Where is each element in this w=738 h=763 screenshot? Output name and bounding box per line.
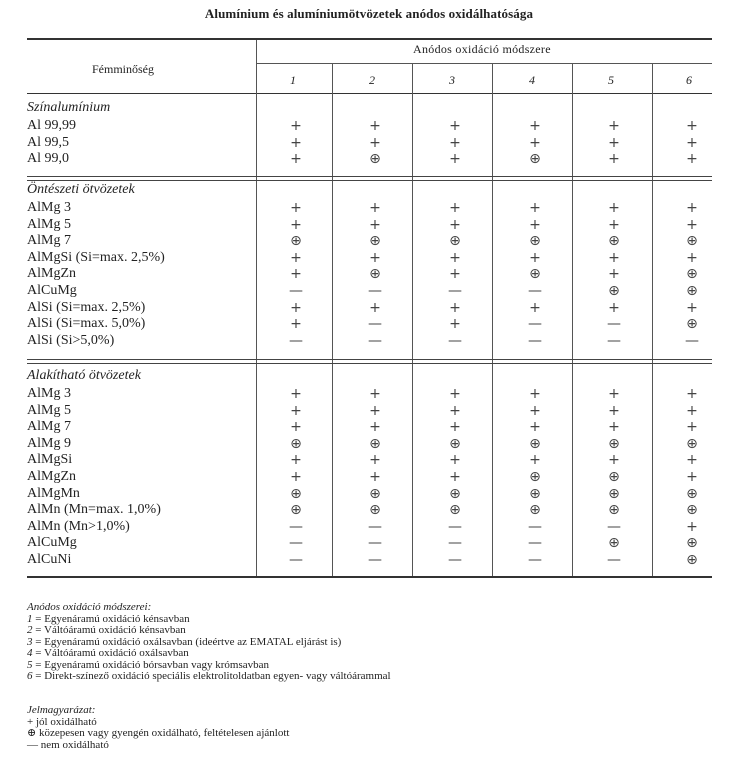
oxidation-symbol: ⊕ bbox=[369, 502, 381, 519]
legend-num: 1 bbox=[27, 612, 33, 625]
oxidation-symbol: + bbox=[529, 249, 541, 266]
oxidation-symbol: + bbox=[608, 419, 620, 436]
oxidation-symbol: — bbox=[685, 332, 699, 349]
oxidation-symbol: + bbox=[290, 118, 302, 134]
oxidation-symbol: + bbox=[369, 200, 381, 216]
oxidation-symbol: + bbox=[686, 419, 698, 436]
oxidation-symbol: + bbox=[369, 419, 381, 436]
oxidation-symbol: — bbox=[528, 316, 542, 333]
legend-num: 2 bbox=[27, 624, 33, 636]
oxidation-symbol: + bbox=[686, 118, 698, 134]
alloy-name: AlMg 9 bbox=[27, 435, 71, 451]
oxidation-symbol: — bbox=[368, 283, 382, 299]
table-row bbox=[0, 519, 738, 536]
oxidation-symbol: + bbox=[686, 402, 698, 419]
oxidation-symbol: ⊕ bbox=[369, 485, 381, 502]
legend-text: = Egyenáramú oxidáció bórsavban vagy krómsavban bbox=[35, 658, 270, 671]
oxidation-symbol: ⊕ bbox=[686, 485, 698, 502]
table-row bbox=[0, 535, 738, 552]
oxidation-symbol: + bbox=[449, 386, 461, 402]
alloy-name: AlCuMg bbox=[27, 535, 77, 551]
table-row bbox=[0, 283, 738, 300]
oxidation-symbol: + bbox=[290, 216, 302, 233]
oxidation-symbol: + bbox=[529, 200, 541, 216]
section-divider bbox=[27, 359, 712, 364]
symbol-legend-item: — nem oxidálható bbox=[27, 738, 109, 751]
oxidation-symbol: ⊕ bbox=[686, 535, 698, 552]
oxidation-symbol: — bbox=[448, 518, 462, 535]
oxidation-symbol: + bbox=[369, 469, 381, 485]
oxidation-symbol: + bbox=[608, 200, 620, 216]
table-row bbox=[0, 118, 738, 135]
table-row bbox=[0, 200, 738, 217]
symbol-legend-item: + jól oxidálható bbox=[27, 715, 97, 728]
oxidation-symbol: ⊕ bbox=[529, 435, 541, 452]
oxidation-symbol: ⊕ bbox=[290, 485, 302, 502]
alloy-name: AlSi (Si>5,0%) bbox=[27, 332, 115, 348]
oxidation-symbol: + bbox=[529, 134, 541, 151]
oxidation-symbol: — bbox=[448, 535, 462, 552]
table-row bbox=[0, 486, 738, 503]
oxidation-symbol: + bbox=[449, 402, 461, 419]
methods-legend bbox=[27, 602, 391, 683]
oxidation-symbol: + bbox=[449, 134, 461, 151]
oxidation-symbol: — bbox=[528, 283, 542, 299]
alloy-name: AlMgZn bbox=[27, 469, 76, 484]
oxidation-symbol: + bbox=[529, 118, 541, 134]
oxidation-symbol: + bbox=[449, 151, 461, 168]
oxidation-symbol: — bbox=[448, 283, 462, 299]
oxidation-symbol: — bbox=[448, 552, 462, 568]
legend-num: 5 bbox=[27, 658, 33, 671]
oxidation-symbol: ⊕ bbox=[369, 151, 381, 168]
oxidation-symbol: ⊕ bbox=[608, 469, 620, 485]
oxidation-symbol: + bbox=[686, 386, 698, 402]
table-row bbox=[0, 316, 738, 333]
oxidation-symbol: + bbox=[608, 386, 620, 402]
oxidation-symbol: ⊕ bbox=[608, 435, 620, 452]
oxidation-symbol: ⊕ bbox=[608, 502, 620, 519]
page-title: Alumínium és alumíniumötvözetek anódos oxidálhatósága bbox=[204, 6, 534, 21]
oxidation-symbol: — bbox=[289, 283, 303, 299]
oxidation-symbol: — bbox=[528, 552, 542, 568]
oxidation-symbol: + bbox=[369, 452, 381, 469]
oxidation-symbol: ⊕ bbox=[686, 266, 698, 283]
table-bottom-rule bbox=[27, 576, 712, 578]
oxidation-symbol: ⊕ bbox=[686, 283, 698, 299]
oxidation-symbol: — bbox=[607, 332, 621, 349]
oxidation-symbol: ⊕ bbox=[608, 485, 620, 502]
oxidation-symbol: + bbox=[369, 299, 381, 316]
oxidation-symbol: + bbox=[449, 419, 461, 436]
oxidation-symbol: + bbox=[449, 299, 461, 316]
section-title: Öntészeti ötvözetek bbox=[27, 182, 135, 197]
oxidation-symbol: ⊕ bbox=[686, 552, 698, 568]
table-row bbox=[0, 419, 738, 436]
oxidation-symbol: + bbox=[290, 151, 302, 168]
metal-quality-header: Fémminőség bbox=[92, 62, 154, 76]
oxidation-symbol: ⊕ bbox=[686, 435, 698, 452]
section-title: Színalumínium bbox=[27, 100, 111, 115]
oxidation-symbol: + bbox=[529, 216, 541, 233]
oxidation-symbol: + bbox=[290, 316, 302, 333]
alloy-name: AlMgZn bbox=[27, 266, 76, 282]
table-top-rule bbox=[27, 38, 712, 40]
oxidation-symbol: ⊕ bbox=[529, 469, 541, 485]
oxidation-symbol: — bbox=[528, 535, 542, 552]
oxidation-symbol: + bbox=[369, 134, 381, 151]
oxidation-symbol: ⊕ bbox=[449, 502, 461, 519]
alloy-name: AlMn (Mn=max. 1,0%) bbox=[27, 502, 161, 518]
oxidation-symbol: + bbox=[608, 299, 620, 316]
oxidation-symbol: + bbox=[608, 118, 620, 134]
oxidation-symbol: — bbox=[289, 535, 303, 552]
oxidation-symbol: ⊕ bbox=[686, 502, 698, 519]
legend-text: = Váltóáramú oxidáció kénsavban bbox=[35, 624, 186, 636]
oxidation-symbol: + bbox=[608, 402, 620, 419]
oxidation-symbol: + bbox=[686, 299, 698, 316]
oxidation-symbol: ⊕ bbox=[608, 283, 620, 299]
oxidation-symbol: + bbox=[290, 386, 302, 402]
oxidation-symbol: — bbox=[289, 552, 303, 568]
methods-legend-title: Anódos oxidáció módszerei: bbox=[27, 601, 152, 613]
alloy-name: Al 99,99 bbox=[27, 118, 76, 133]
legend-item bbox=[27, 671, 391, 683]
table-row bbox=[0, 300, 738, 317]
alloy-name: AlMgMn bbox=[27, 485, 80, 501]
alloy-name: AlCuNi bbox=[27, 552, 72, 567]
oxidation-symbol: ⊕ bbox=[290, 502, 302, 519]
oxidation-symbol: ⊕ bbox=[686, 316, 698, 333]
table-row bbox=[0, 452, 738, 469]
table-row bbox=[0, 469, 738, 486]
oxidation-symbol: + bbox=[369, 118, 381, 134]
oxidation-symbol: + bbox=[529, 386, 541, 402]
oxidation-symbol: + bbox=[686, 134, 698, 151]
header-mid-rule bbox=[256, 63, 712, 64]
legend-text: = Egyenáramú oxidáció kénsavban bbox=[35, 612, 190, 625]
oxidation-symbol: + bbox=[290, 266, 302, 283]
oxidation-symbol: — bbox=[448, 332, 462, 349]
oxidation-symbol: + bbox=[369, 402, 381, 419]
oxidation-symbol: ⊕ bbox=[608, 535, 620, 552]
oxidation-symbol: + bbox=[686, 151, 698, 168]
alloy-name: AlMg 7 bbox=[27, 419, 71, 435]
oxidation-symbol: + bbox=[449, 316, 461, 333]
oxidation-symbol: + bbox=[290, 419, 302, 436]
table-row bbox=[0, 502, 738, 519]
oxidation-symbol: — bbox=[289, 518, 303, 535]
oxidation-symbol: + bbox=[290, 469, 302, 485]
column-number: 3 bbox=[449, 73, 455, 87]
oxidation-symbol: — bbox=[289, 332, 303, 349]
column-number: 5 bbox=[608, 73, 614, 87]
symbols-legend bbox=[27, 705, 289, 751]
oxidation-symbol: ⊕ bbox=[529, 266, 541, 283]
column-number: 4 bbox=[529, 73, 535, 87]
alloy-name: AlMg 5 bbox=[27, 216, 71, 232]
oxidation-symbol: + bbox=[608, 452, 620, 469]
oxidation-symbol: + bbox=[686, 452, 698, 469]
oxidation-symbol: ⊕ bbox=[449, 435, 461, 452]
alloy-name: AlMgSi (Si=max. 2,5%) bbox=[27, 249, 165, 265]
oxidation-symbol: + bbox=[529, 299, 541, 316]
legend-num: 3 bbox=[27, 635, 33, 648]
oxidation-symbol: — bbox=[607, 518, 621, 535]
alloy-name: AlMg 3 bbox=[27, 200, 71, 215]
oxidation-symbol: + bbox=[608, 216, 620, 233]
oxidation-symbol: + bbox=[686, 200, 698, 216]
oxidation-symbol: — bbox=[368, 332, 382, 349]
oxidation-symbol: — bbox=[368, 535, 382, 552]
oxidation-symbol: + bbox=[369, 216, 381, 233]
oxidation-symbol: + bbox=[290, 299, 302, 316]
oxidation-symbol: ⊕ bbox=[449, 485, 461, 502]
alloy-name: AlMn (Mn>1,0%) bbox=[27, 518, 130, 534]
oxidation-symbol: + bbox=[686, 216, 698, 233]
oxidation-symbol: + bbox=[449, 452, 461, 469]
alloy-name: AlMg 5 bbox=[27, 402, 71, 418]
oxidation-symbol: ⊕ bbox=[529, 151, 541, 168]
oxidation-symbol: ⊕ bbox=[449, 233, 461, 250]
alloy-name: Al 99,5 bbox=[27, 134, 69, 150]
alloy-name: AlSi (Si=max. 2,5%) bbox=[27, 299, 146, 315]
legend-num: 4 bbox=[27, 647, 33, 659]
oxidation-symbol: + bbox=[369, 249, 381, 266]
table-row bbox=[0, 135, 738, 152]
alloy-name: Al 99,0 bbox=[27, 151, 69, 167]
alloy-name: AlMg 7 bbox=[27, 233, 71, 249]
oxidation-symbol: + bbox=[529, 419, 541, 436]
column-number: 1 bbox=[290, 73, 296, 87]
table-row bbox=[0, 217, 738, 234]
table-row bbox=[0, 386, 738, 403]
alloy-name: AlMgSi bbox=[27, 452, 73, 468]
legend-text: = Egyenáramú oxidáció oxálsavban (ideértve az EMATAL eljárást is) bbox=[35, 635, 342, 648]
oxidation-symbol: + bbox=[290, 402, 302, 419]
table-row bbox=[0, 250, 738, 267]
oxidation-symbol: — bbox=[368, 518, 382, 535]
oxidation-symbol: + bbox=[686, 518, 698, 535]
header-bottom-rule bbox=[27, 93, 712, 94]
oxidation-symbol: ⊕ bbox=[686, 233, 698, 250]
table-row bbox=[0, 233, 738, 250]
table-row bbox=[0, 436, 738, 453]
oxidation-symbol: ⊕ bbox=[290, 435, 302, 452]
oxidation-symbol: ⊕ bbox=[529, 233, 541, 250]
legend-num: 6 bbox=[27, 670, 33, 682]
alloy-name: AlSi (Si=max. 5,0%) bbox=[27, 316, 146, 332]
oxidation-symbol: + bbox=[290, 452, 302, 469]
oxidation-symbol: + bbox=[369, 386, 381, 402]
table-row bbox=[0, 151, 738, 168]
oxidation-symbol: ⊕ bbox=[369, 266, 381, 283]
oxidation-symbol: + bbox=[290, 200, 302, 216]
oxidation-symbol: + bbox=[449, 118, 461, 134]
legend-text: = Váltóáramú oxidáció oxálsavban bbox=[35, 647, 189, 659]
table-row bbox=[0, 403, 738, 420]
symbol-legend-item: ⊕ közepesen vagy gyengén oxidálható, feltételesen ajánlott bbox=[27, 727, 290, 739]
table-row bbox=[0, 333, 738, 350]
oxidation-symbol: + bbox=[608, 266, 620, 283]
oxidation-symbol: + bbox=[449, 266, 461, 283]
oxidation-symbol: + bbox=[290, 134, 302, 151]
oxidation-symbol: ⊕ bbox=[290, 233, 302, 250]
oxidation-symbol: ⊕ bbox=[369, 233, 381, 250]
oxidation-symbol: — bbox=[368, 316, 382, 333]
oxidation-symbol: — bbox=[607, 552, 621, 568]
oxidation-symbol: ⊕ bbox=[529, 502, 541, 519]
oxidation-symbol: ⊕ bbox=[608, 233, 620, 250]
symbols-legend-title: Jelmagyarázat: bbox=[27, 704, 96, 716]
oxidation-symbol: + bbox=[608, 151, 620, 168]
oxidation-symbol: — bbox=[607, 316, 621, 333]
column-number: 6 bbox=[686, 73, 692, 87]
oxidation-symbol: + bbox=[449, 216, 461, 233]
section-title: Alakítható ötvözetek bbox=[27, 368, 141, 383]
column-number: 2 bbox=[369, 73, 375, 87]
oxidation-symbol: + bbox=[608, 134, 620, 151]
section-divider bbox=[27, 176, 712, 181]
oxidation-symbol: ⊕ bbox=[529, 485, 541, 502]
oxidation-symbol: + bbox=[529, 402, 541, 419]
oxidation-symbol: — bbox=[528, 518, 542, 535]
methods-header: Anódos oxidáció módszere bbox=[413, 42, 551, 56]
oxidation-symbol: + bbox=[449, 469, 461, 485]
oxidation-symbol: + bbox=[608, 249, 620, 266]
table-row bbox=[0, 266, 738, 283]
oxidation-symbol: ⊕ bbox=[369, 435, 381, 452]
oxidation-symbol: + bbox=[686, 249, 698, 266]
oxidation-symbol: + bbox=[449, 249, 461, 266]
oxidation-symbol: — bbox=[528, 332, 542, 349]
oxidation-symbol: + bbox=[686, 469, 698, 485]
oxidation-symbol: + bbox=[529, 452, 541, 469]
legend-text: = Direkt-színező oxidáció speciális elektrolitoldatban egyen- vagy váltóárammal bbox=[35, 670, 391, 682]
table-row bbox=[0, 552, 738, 569]
oxidation-symbol: — bbox=[368, 552, 382, 568]
alloy-name: AlCuMg bbox=[27, 283, 77, 298]
oxidation-symbol: + bbox=[290, 249, 302, 266]
alloy-name: AlMg 3 bbox=[27, 386, 71, 401]
oxidation-symbol: + bbox=[449, 200, 461, 216]
